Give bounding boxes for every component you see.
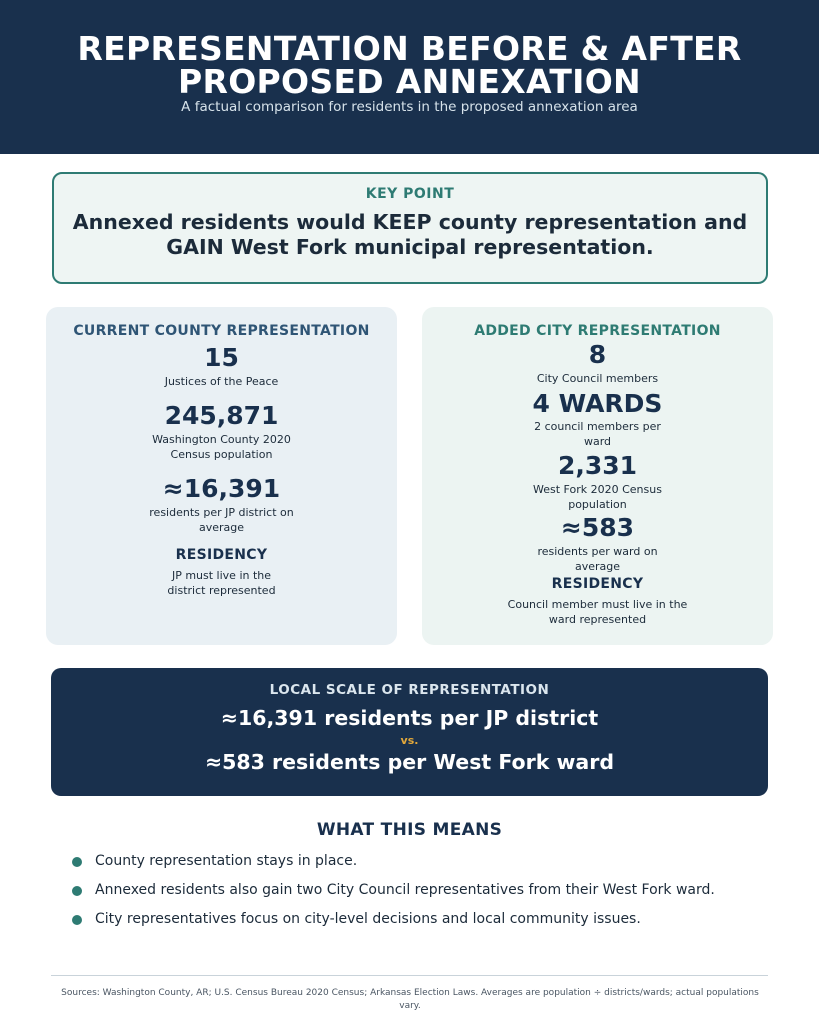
key-point-label: KEY POINT — [365, 186, 455, 202]
local-scale-vs: vs. — [400, 734, 419, 747]
key-point-text: Annexed residents would KEEP county representation and GAIN West Fork municipal representation. — [72, 210, 748, 259]
page-header — [0, 0, 819, 154]
list-item-text: Annexed residents also gain two City Council representatives from their West Fork ward. — [95, 882, 715, 898]
sources-note: Sources: Washington County, AR; U.S. Census Bureau 2020 Census; Arkansas Election Laws. Averages are population ÷ districts/wards; actual populations vary. — [61, 988, 759, 1011]
local-scale-jp-line: ≈16,391 residents per JP district — [220, 706, 599, 730]
list-item — [70, 852, 790, 881]
page-subtitle: A factual comparison for residents in the proposed annexation area — [181, 99, 638, 115]
bullet-dot-icon — [72, 886, 82, 896]
list-item — [70, 881, 790, 910]
ward-count-label: 2 council members per ward — [534, 420, 661, 448]
residents-per-jp-district-label: residents per JP district on average — [149, 506, 294, 534]
county-card-title: CURRENT COUNTY REPRESENTATION — [73, 323, 370, 339]
council-count-label: City Council members — [536, 372, 659, 385]
county-residency-text: JP must live in the district represented — [167, 569, 276, 597]
what-this-means-title: WHAT THIS MEANS — [316, 820, 503, 840]
what-this-means-list — [70, 852, 790, 939]
local-scale-title: LOCAL SCALE OF REPRESENTATION — [269, 682, 550, 698]
county-residency-title: RESIDENCY — [175, 547, 268, 563]
ward-count: 4 WARDS — [532, 389, 663, 418]
jp-count: 15 — [204, 343, 239, 372]
council-count: 8 — [588, 340, 607, 369]
list-item-text: City representatives focus on city-level decisions and local community issues. — [95, 911, 641, 927]
local-scale-ward-line: ≈583 residents per West Fork ward — [204, 750, 615, 774]
west-fork-population-label: West Fork 2020 Census population — [533, 483, 662, 511]
city-residency-text: Council member must live in the ward represented — [507, 598, 688, 626]
city-card-title: ADDED CITY REPRESENTATION — [474, 323, 721, 339]
bullet-dot-icon — [72, 915, 82, 925]
west-fork-population: 2,331 — [557, 451, 638, 480]
page-title: REPRESENTATION BEFORE & AFTER PROPOSED ANNEXATION — [77, 29, 742, 101]
key-point-box — [52, 172, 768, 284]
local-scale-box — [51, 668, 768, 796]
residents-per-ward: ≈583 — [560, 513, 635, 542]
city-representation-card — [422, 307, 773, 645]
footer-divider — [51, 975, 768, 976]
city-residency-title: RESIDENCY — [551, 576, 644, 592]
residents-per-jp-district: ≈16,391 — [162, 474, 281, 503]
county-population-label: Washington County 2020 Census population — [152, 433, 291, 461]
list-item-text: County representation stays in place. — [95, 853, 358, 869]
county-representation-card — [46, 307, 397, 645]
list-item — [70, 910, 790, 939]
county-population: 245,871 — [164, 401, 279, 430]
jp-count-label: Justices of the Peace — [164, 375, 279, 388]
residents-per-ward-label: residents per ward on average — [537, 545, 658, 573]
bullet-dot-icon — [72, 857, 82, 867]
